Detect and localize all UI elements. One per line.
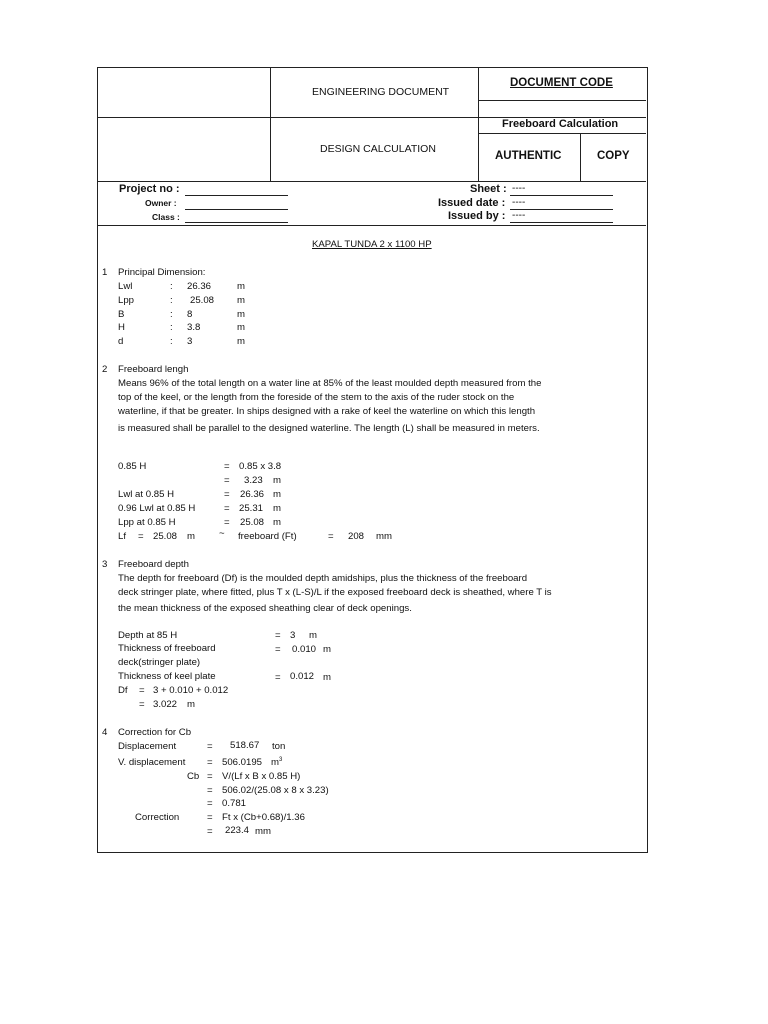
issued-by-field	[510, 222, 613, 223]
calc-value: Ft x (Cb+0.68)/1.36	[222, 812, 305, 823]
section-number: 4	[102, 727, 108, 738]
dimension-label: B	[118, 309, 125, 320]
dimension-value: 3.8	[187, 322, 201, 333]
calc-value: 506.02/(25.08 x 8 x 3.23)	[222, 785, 329, 796]
calc-equals: =	[138, 531, 144, 542]
calc-unit: m	[273, 475, 281, 486]
dimension-unit: m	[237, 322, 245, 333]
dimension-value: 25.08	[190, 295, 215, 306]
paragraph-line: waterline, if that be greater. In ships designed with a rake of keel the waterline on which this length	[118, 406, 536, 417]
header-divider	[98, 225, 646, 226]
calc-unit: mm	[255, 826, 271, 837]
header-divider	[478, 68, 479, 181]
calc-equals: =	[207, 798, 213, 809]
calc-label: Lwl at 0.85 H	[118, 489, 174, 500]
calc-value: 0.781	[222, 798, 247, 809]
calc-equals: =	[224, 475, 230, 486]
sheet-label: Sheet :	[470, 183, 507, 195]
authentic-label: AUTHENTIC	[495, 150, 562, 162]
sheet-field	[510, 195, 613, 196]
paragraph-line: the mean thickness of the exposed sheathing clear of deck openings.	[118, 603, 412, 614]
engineering-document-label: ENGINEERING DOCUMENT	[312, 86, 450, 98]
calc-label: Thickness of keel plate	[118, 671, 216, 682]
dimension-label: Lpp	[118, 295, 135, 306]
calc-value: 0.012	[290, 671, 315, 682]
calc-equals: =	[139, 699, 145, 710]
sheet-value: ----	[512, 183, 526, 194]
calc-label: Lf	[118, 531, 127, 542]
calc-value: 3	[290, 630, 296, 641]
owner-field	[185, 209, 288, 210]
section-heading: Freeboard lengh	[118, 364, 189, 375]
calc-equals: =	[207, 771, 213, 782]
dimension-colon: :	[170, 322, 173, 333]
calc-label: Correction	[135, 812, 180, 823]
paragraph-line: The depth for freeboard (Df) is the moulded depth amidships, plus the thickness of the freeboard	[118, 573, 528, 584]
paragraph-line: deck stringer plate, where fitted, plus T x (L-S)/L if the exposed freeboard deck is sheathed, where T is	[118, 587, 552, 598]
calc-unit: m	[187, 531, 195, 542]
issued-date-label: Issued date :	[438, 197, 506, 209]
dimension-unit: m	[237, 336, 245, 347]
section-heading: Correction for Cb	[118, 727, 192, 738]
approx-symbol: ~	[219, 528, 225, 539]
calc-equals: =	[328, 531, 334, 542]
calc-unit: m	[273, 503, 281, 514]
calc-unit: m	[323, 644, 331, 655]
calc-value: V/(Lf x B x 0.85 H)	[222, 771, 301, 782]
calc-value: 25.08	[153, 531, 178, 542]
calc-unit: m	[323, 672, 331, 683]
header-divider	[270, 68, 271, 181]
calc-equals: =	[139, 685, 145, 696]
calc-label: freeboard (Ft)	[238, 531, 297, 542]
dimension-value: 3	[187, 336, 193, 347]
calc-equals: =	[275, 644, 281, 655]
calc-unit: m	[309, 630, 317, 641]
dimension-label: d	[118, 336, 124, 347]
calc-value: 208	[348, 531, 365, 542]
calc-equals: =	[224, 461, 230, 472]
header-divider	[580, 133, 581, 181]
project-no-label: Project no :	[119, 183, 180, 195]
calc-label: Thickness of freeboard	[118, 643, 216, 654]
project-no-field	[185, 195, 288, 196]
section-heading: Principal Dimension:	[118, 267, 206, 278]
calc-unit	[271, 757, 282, 768]
calc-unit: mm	[376, 531, 392, 542]
paragraph-line: Means 96% of the total length on a water line at 85% of the least moulded depth measured from the	[118, 378, 542, 389]
calc-unit: m	[187, 699, 195, 710]
calc-value: 0.010	[292, 644, 317, 655]
calc-equals: =	[224, 503, 230, 514]
calc-value: 3 + 0.010 + 0.012	[153, 685, 229, 696]
calc-equals: =	[224, 489, 230, 500]
calc-label: V. displacement	[118, 757, 186, 768]
issued-by-value: ----	[512, 210, 526, 221]
dimension-label: H	[118, 322, 125, 333]
calc-label: Lpp at 0.85 H	[118, 517, 176, 528]
dimension-value: 26.36	[187, 281, 212, 292]
section-number: 2	[102, 364, 108, 375]
dimension-unit: m	[237, 309, 245, 320]
calc-equals: =	[207, 741, 213, 752]
calc-label: Displacement	[118, 741, 177, 752]
issued-date-field	[510, 209, 613, 210]
owner-label: Owner :	[145, 198, 177, 208]
dimension-label: Lwl	[118, 281, 133, 292]
calc-label: Df	[118, 685, 128, 696]
calc-label: Cb	[187, 771, 200, 782]
calc-label: deck(stringer plate)	[118, 657, 201, 668]
header-divider	[98, 181, 646, 182]
calc-equals: =	[224, 517, 230, 528]
header-divider	[478, 133, 646, 134]
header-divider	[478, 100, 646, 101]
dimension-colon: :	[170, 309, 173, 320]
calc-value: 25.08	[240, 517, 265, 528]
calc-equals: =	[275, 630, 281, 641]
calc-value: 25.31	[239, 503, 264, 514]
freeboard-calculation-label: Freeboard Calculation	[502, 118, 619, 130]
calc-value: 3.23	[244, 475, 263, 486]
calc-value: 0.85 x 3.8	[239, 461, 282, 472]
dimension-value: 8	[187, 309, 193, 320]
calc-label: 0.85 H	[118, 461, 147, 472]
document-title: KAPAL TUNDA 2 x 1100 HP	[312, 239, 432, 250]
issued-by-label: Issued by :	[448, 210, 506, 222]
issued-date-value: ----	[512, 197, 526, 208]
calc-unit: m	[273, 517, 281, 528]
section-heading: Freeboard depth	[118, 559, 189, 570]
calc-value: 223.4	[225, 825, 250, 836]
dimension-colon: :	[170, 281, 173, 292]
section-number: 1	[102, 267, 108, 278]
calc-value: 518.67	[230, 740, 260, 751]
calc-equals: =	[275, 672, 281, 683]
calc-unit: ton	[272, 741, 286, 752]
class-label: Class :	[152, 212, 180, 222]
calc-equals: =	[207, 826, 213, 837]
dimension-colon: :	[170, 336, 173, 347]
paragraph-line: top of the keel, or the length from the foreside of the stem to the axis of the ruder stock on the	[118, 392, 515, 403]
unit-text: m	[271, 757, 279, 769]
calc-label: Depth at 85 H	[118, 630, 178, 641]
calc-equals: =	[207, 812, 213, 823]
document-code-label: DOCUMENT CODE	[510, 77, 613, 89]
dimension-unit: m	[237, 281, 245, 292]
paragraph-line: is measured shall be parallel to the designed waterline. The length (L) shall be measured in meters.	[118, 423, 540, 434]
class-field	[185, 222, 288, 223]
calc-value: 506.0195	[222, 757, 263, 768]
copy-label: COPY	[597, 150, 630, 162]
calc-unit: m	[273, 489, 281, 500]
calc-equals: =	[207, 757, 213, 768]
dimension-unit: m	[237, 295, 245, 306]
calc-label: 0.96 Lwl at 0.85 H	[118, 503, 196, 514]
calc-value: 3.022	[153, 699, 178, 710]
section-number: 3	[102, 559, 108, 570]
dimension-colon: :	[170, 295, 173, 306]
design-calculation-label: DESIGN CALCULATION	[320, 143, 436, 155]
unit-superscript: 3	[279, 757, 283, 763]
calc-value: 26.36	[240, 489, 265, 500]
calc-equals: =	[207, 785, 213, 796]
